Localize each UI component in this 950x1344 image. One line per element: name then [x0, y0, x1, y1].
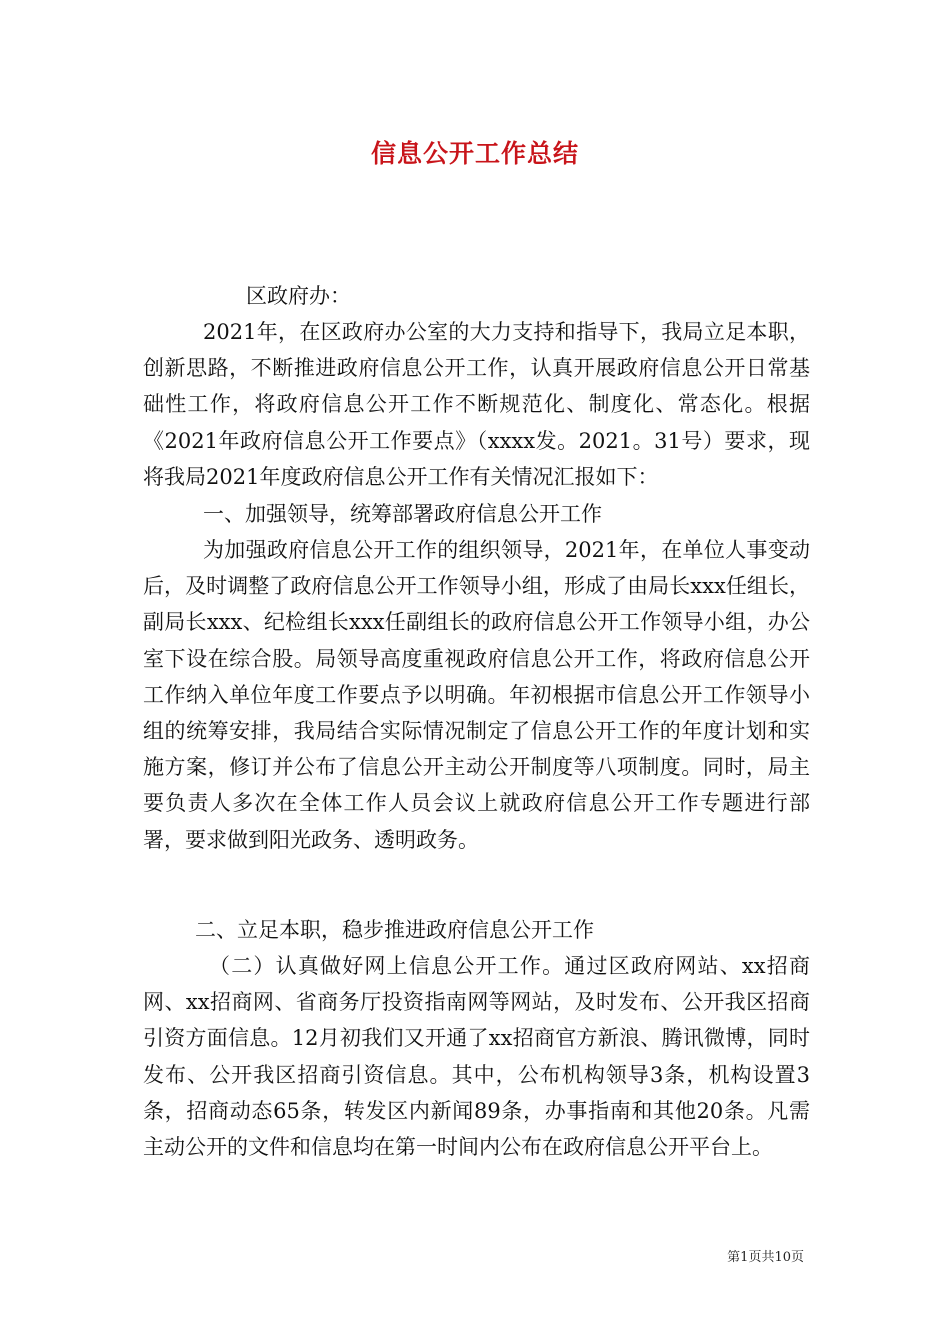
paragraph-section-2: （二）认真做好网上信息公开工作。通过区政府网站、xx招商网、xx招商网、省商务厅投资指南网等网站，及时发布、公开我区招商引资方面信息。12月初我们又开通了xx招商官方新浪、腾讯微博，同时发布、公开我区招商引资信息。其中，公布机构领导3条，机构设置3条，招商动态65条，转发区内新闻89条，办事指南和其他20条。凡需主动公开的文件和信息均在第一时间内公布在政府信息公开平台上。: [143, 954, 810, 1160]
document-title: 信息公开工作总结: [370, 139, 579, 168]
section-heading-1: 一、加强领导，统筹部署政府信息公开工作: [203, 502, 602, 526]
salutation: 区政府办：: [246, 284, 351, 308]
paragraph-section-1: 为加强政府信息公开工作的组织领导，2021年，在单位人事变动后，及时调整了政府信息公开工作领导小组，形成了由局长xxx任组长，副局长xxx、纪检组长xxx任副组长的政府信息公开工作领导小组，办公室下设在综合股。局领导高度重视政府信息公开工作，将政府信息公开工作纳入单位年度工作要点予以明确。年初根据市信息公开工作领导小组的统筹安排，我局结合实际情况制定了信息公开工作的年度计划和实施方案，修订并公布了信息公开主动公开制度等八项制度。同时，局主要负责人多次在全体工作人员会议上就政府信息公开工作专题进行部署，要求做到阳光政务、透明政务。: [143, 538, 810, 852]
section-heading-2: 二、立足本职，稳步推进政府信息公开工作: [195, 918, 594, 942]
paragraph-intro: 2021年，在区政府办公室的大力支持和指导下，我局立足本职，创新思路，不断推进政府信息公开工作，认真开展政府信息公开日常基础性工作，将政府信息公开工作不断规范化、制度化、常态化。根据《2021年政府信息公开工作要点》（xxxx发。2021。31号）要求，现将我局2021年度政府信息公开工作有关情况汇报如下：: [143, 320, 810, 489]
page-number: 第1页共10页: [727, 1250, 804, 1265]
